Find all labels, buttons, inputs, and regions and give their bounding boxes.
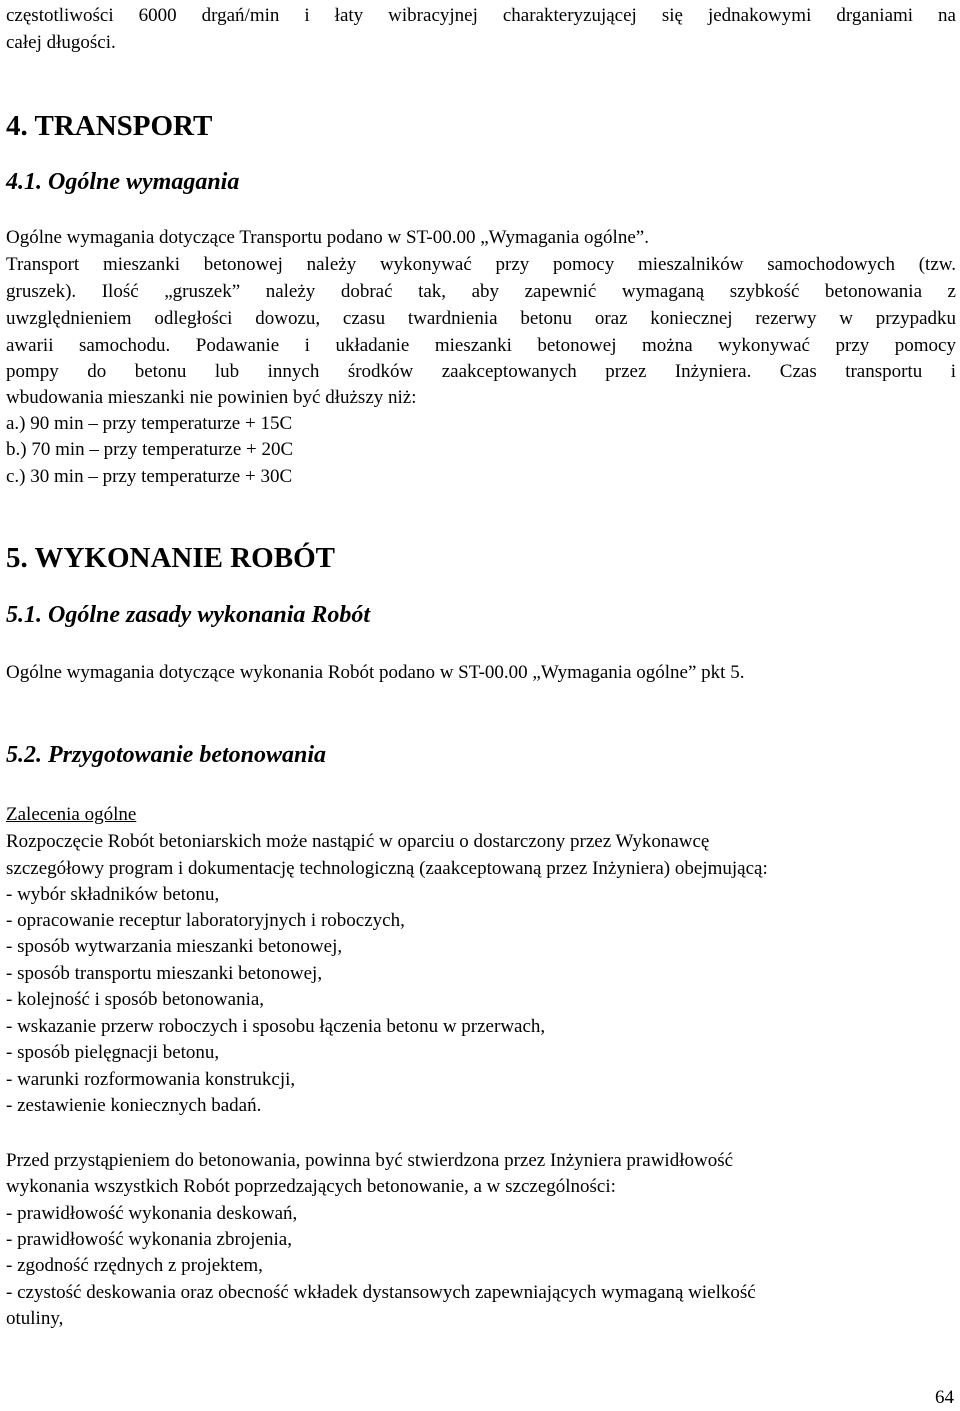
list-item: c.) 30 min – przy temperaturze + 30C [6, 466, 293, 487]
paragraph-line: awarii samochodu. Podawanie i układanie mieszanki betonowej można wykonywać przy pomocy [6, 335, 956, 356]
paragraph-line: wykonania wszystkich Robót poprzedzających betonowanie, a w szczególności: [6, 1176, 616, 1197]
recommendations-heading: Zalecenia ogólne [6, 804, 137, 825]
section-5-heading: 5. WYKONANIE ROBÓT [6, 542, 335, 574]
list-item: - warunki rozformowania konstrukcji, [6, 1069, 296, 1090]
list-item: - czystość deskowania oraz obecność wkładek dystansowych zapewniających wymaganą wielkość [6, 1282, 756, 1303]
list-item: - zgodność rzędnych z projektem, [6, 1255, 263, 1276]
list-item: otuliny, [6, 1308, 64, 1329]
paragraph-line: szczegółowy program i dokumentację technologiczną (zaakceptowaną przez Inżyniera) obejmującą: [6, 858, 768, 879]
list-item: - sposób transportu mieszanki betonowej, [6, 963, 323, 984]
intro-line-1: częstotliwości 6000 drgań/min i łaty wibracyjnej charakteryzującej się jednakowymi drganiami na [6, 5, 956, 26]
paragraph-line: pompy do betonu lub innych środków zaakceptowanych przez Inżyniera. Czas transportu i [6, 361, 956, 382]
section-4-1-heading: 4.1. Ogólne wymagania [6, 169, 240, 195]
paragraph-line: wbudowania mieszanki nie powinien być dłuższy niż: [6, 387, 417, 408]
paragraph-line: gruszek). Ilość „gruszek” należy dobrać tak, aby zapewnić wymaganą szybkość betonowania z [6, 281, 956, 302]
list-item: b.) 70 min – przy temperaturze + 20C [6, 439, 294, 460]
list-item: - wskazanie przerw roboczych i sposobu łączenia betonu w przerwach, [6, 1016, 546, 1037]
list-item: - prawidłowość wykonania zbrojenia, [6, 1229, 292, 1250]
section-4-heading: 4. TRANSPORT [6, 110, 213, 142]
paragraph-line: Ogólne wymagania dotyczące Transportu podano w ST-00.00 „Wymagania ogólne”. [6, 227, 649, 248]
paragraph-line: Rozpoczęcie Robót betoniarskich może nastąpić w oparciu o dostarczony przez Wykonawcę [6, 831, 710, 852]
paragraph-line: uwzględnieniem odległości dowozu, czasu twardnienia betonu oraz koniecznej rezerwy w przypadku [6, 308, 956, 329]
page-number: 64 [935, 1387, 954, 1408]
list-item: - sposób pielęgnacji betonu, [6, 1042, 220, 1063]
paragraph-line: Ogólne wymagania dotyczące wykonania Robót podano w ST-00.00 „Wymagania ogólne” pkt 5. [6, 662, 745, 683]
section-5-1-heading: 5.1. Ogólne zasady wykonania Robót [6, 602, 371, 628]
list-item: a.) 90 min – przy temperaturze + 15C [6, 413, 293, 434]
list-item: - opracowanie receptur laboratoryjnych i roboczych, [6, 910, 405, 931]
list-item: - kolejność i sposób betonowania, [6, 989, 265, 1010]
paragraph-line: Przed przystąpieniem do betonowania, powinna być stwierdzona przez Inżyniera prawidłowość [6, 1150, 734, 1171]
section-5-2-heading: 5.2. Przygotowanie betonowania [6, 742, 327, 768]
list-item: - wybór składników betonu, [6, 884, 220, 905]
list-item: - prawidłowość wykonania deskowań, [6, 1203, 298, 1224]
paragraph-line: Transport mieszanki betonowej należy wykonywać przy pomocy mieszalników samochodowych (tzw. [6, 254, 956, 275]
list-item: - zestawienie koniecznych badań. [6, 1095, 262, 1116]
list-item: - sposób wytwarzania mieszanki betonowej, [6, 936, 343, 957]
intro-line-2: całej długości. [6, 32, 116, 53]
